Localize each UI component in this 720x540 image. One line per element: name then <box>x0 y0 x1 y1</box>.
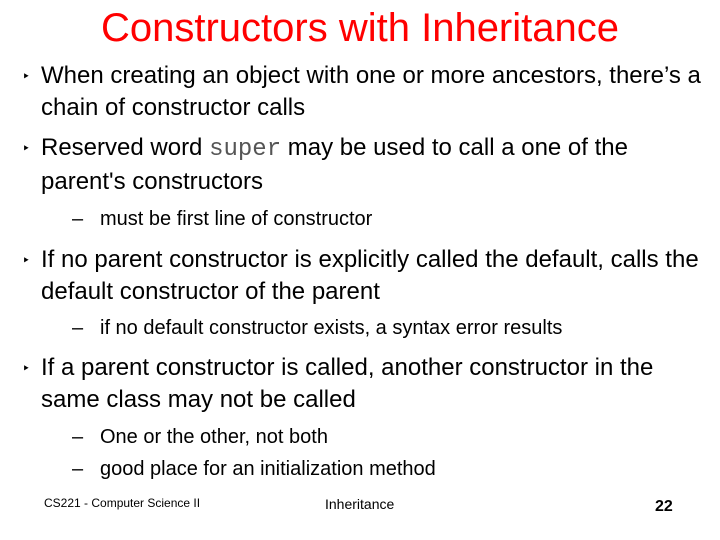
code-keyword: super <box>209 136 282 163</box>
dash-marker-icon: – <box>72 458 84 480</box>
footer-topic: Inheritance <box>325 496 395 512</box>
subbullet-item <box>72 424 712 450</box>
bullet-text-after: may be used to call a one of the parent's constructors <box>41 134 628 195</box>
subbullet-text: if no default constructor exists, a syntax error results <box>100 317 563 339</box>
bullet-text <box>22 132 702 198</box>
bullet-marker-icon: ‣ <box>22 360 31 376</box>
page-number: 22 <box>655 498 673 515</box>
dash-marker-icon: – <box>72 317 84 339</box>
subbullet-text: One or the other, not both <box>100 426 328 448</box>
dash-marker-icon: – <box>72 208 84 230</box>
slide-title: Constructors with Inheritance <box>100 6 619 50</box>
subbullet-item <box>72 456 712 482</box>
bullet-marker-icon: ‣ <box>22 140 31 156</box>
subbullet-item <box>72 315 712 341</box>
bullet-item <box>22 352 702 416</box>
bullet-item <box>22 132 702 198</box>
footer-course: CS221 - Computer Science II <box>44 496 201 510</box>
bullet-text: When creating an object with one or more ancestors, there’s a chain of constructor calls <box>41 62 701 121</box>
bullet-item <box>22 244 702 308</box>
subbullet-item <box>72 206 712 232</box>
subbullet-text: must be first line of constructor <box>100 208 373 230</box>
bullet-text-before: Reserved word <box>41 134 210 161</box>
bullet-marker-icon: ‣ <box>22 252 31 268</box>
dash-marker-icon: – <box>72 426 84 448</box>
bullet-item <box>22 60 702 124</box>
bullet-text: If no parent constructor is explicitly called the default, calls the default constructor of the parent <box>41 246 699 305</box>
bullet-marker-icon: ‣ <box>22 68 31 84</box>
subbullet-text: good place for an initialization method <box>100 458 436 480</box>
bullet-text: If a parent constructor is called, another constructor in the same class may not be called <box>41 354 654 413</box>
